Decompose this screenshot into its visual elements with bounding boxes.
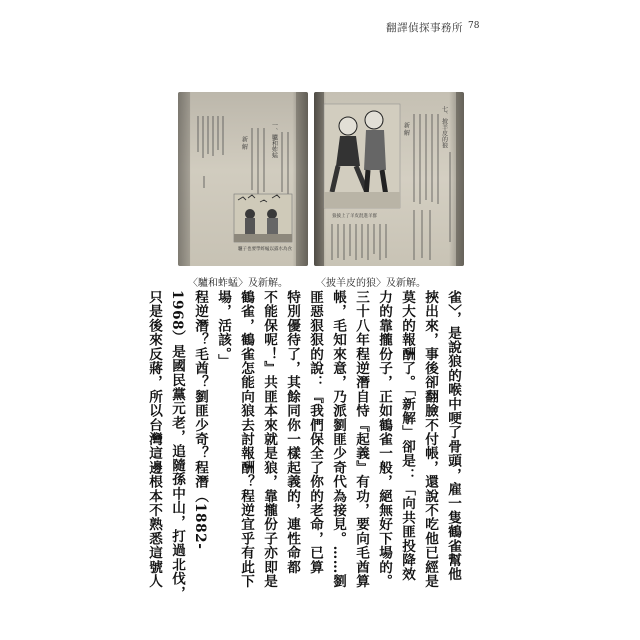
illustration-caption-right: 狼披上了羊皮混進羊群 — [332, 214, 377, 219]
wolf-sheepskin-illustration — [324, 104, 400, 219]
text-column: 挾出來，事後卻翻臉不付帳，還說不吃他已經是 — [422, 290, 438, 589]
text-column: 1968）是國民黨元老，追隨孫中山，打過北伐， — [169, 290, 185, 601]
text-column: 只是後來反蔣，所以台灣這邊根本不熟悉這號人 — [146, 290, 162, 589]
text-column: 匪惡狠狠的說：『我們保全了你的老命，已算 — [307, 290, 323, 574]
caption-donkey-grasshopper: 〈驢和蚱蜢〉及新解。 — [188, 278, 288, 289]
fable-scan-wolf-sheepskin — [314, 92, 464, 266]
fable-scan-donkey-grasshopper — [178, 92, 308, 266]
scan-illustration-right — [314, 92, 464, 266]
scan-illustration-left — [178, 92, 308, 266]
illustration-caption-left: 驢子也要學蚱蜢以露水為食 — [238, 247, 292, 252]
text-column: 特別優待了，其餘同你一樣起義的，連性命都 — [284, 290, 300, 574]
text-column: 三十八年程逆潛自恃『起義』有功，要向毛酋算 — [353, 290, 369, 589]
text-column: 不能保呢！』共匪本來就是狼，靠攏份子亦即是 — [261, 290, 277, 589]
scan-text-lines-left — [198, 116, 223, 188]
page-number: 78 — [468, 21, 480, 31]
text-column: 帳，毛知來意，乃派劉匪少奇代為接見。……劉 — [330, 290, 346, 589]
scan-heading-right: 七、披羊皮的狼 — [440, 106, 448, 148]
caption-wolf-sheepskin: 〈披羊皮的狼〉及新解。 — [316, 278, 426, 289]
page-header — [0, 20, 640, 36]
text-column: 力的靠攏份子，正如鶴雀一般，絕無好下場的。 — [376, 290, 392, 589]
text-column: 鶴雀，鶴雀怎能向狼去討報酬？程逆宜乎有此下 — [238, 290, 254, 589]
scan-subheading-right: 新 解 — [402, 122, 410, 136]
text-column: 程逆潛？毛酋？劉匪少奇？程潛（1882- — [192, 290, 208, 550]
scan-heading-left: 一、驢和蚱蜢 — [270, 122, 278, 158]
body-text — [144, 290, 462, 600]
donkey-grasshopper-illustration — [234, 194, 292, 252]
scan-subheading-left: 新 解 — [240, 136, 248, 150]
running-head: 翻譯偵探事務所 — [386, 22, 463, 34]
text-column: 場，活該。」 — [215, 290, 231, 369]
text-column: 雀〉，是說狼的喉中哽了骨頭，雇一隻鶴雀幫他 — [445, 290, 461, 582]
text-column: 莫大的報酬了。「新解」卻是：「向共匪投降效 — [399, 290, 415, 582]
